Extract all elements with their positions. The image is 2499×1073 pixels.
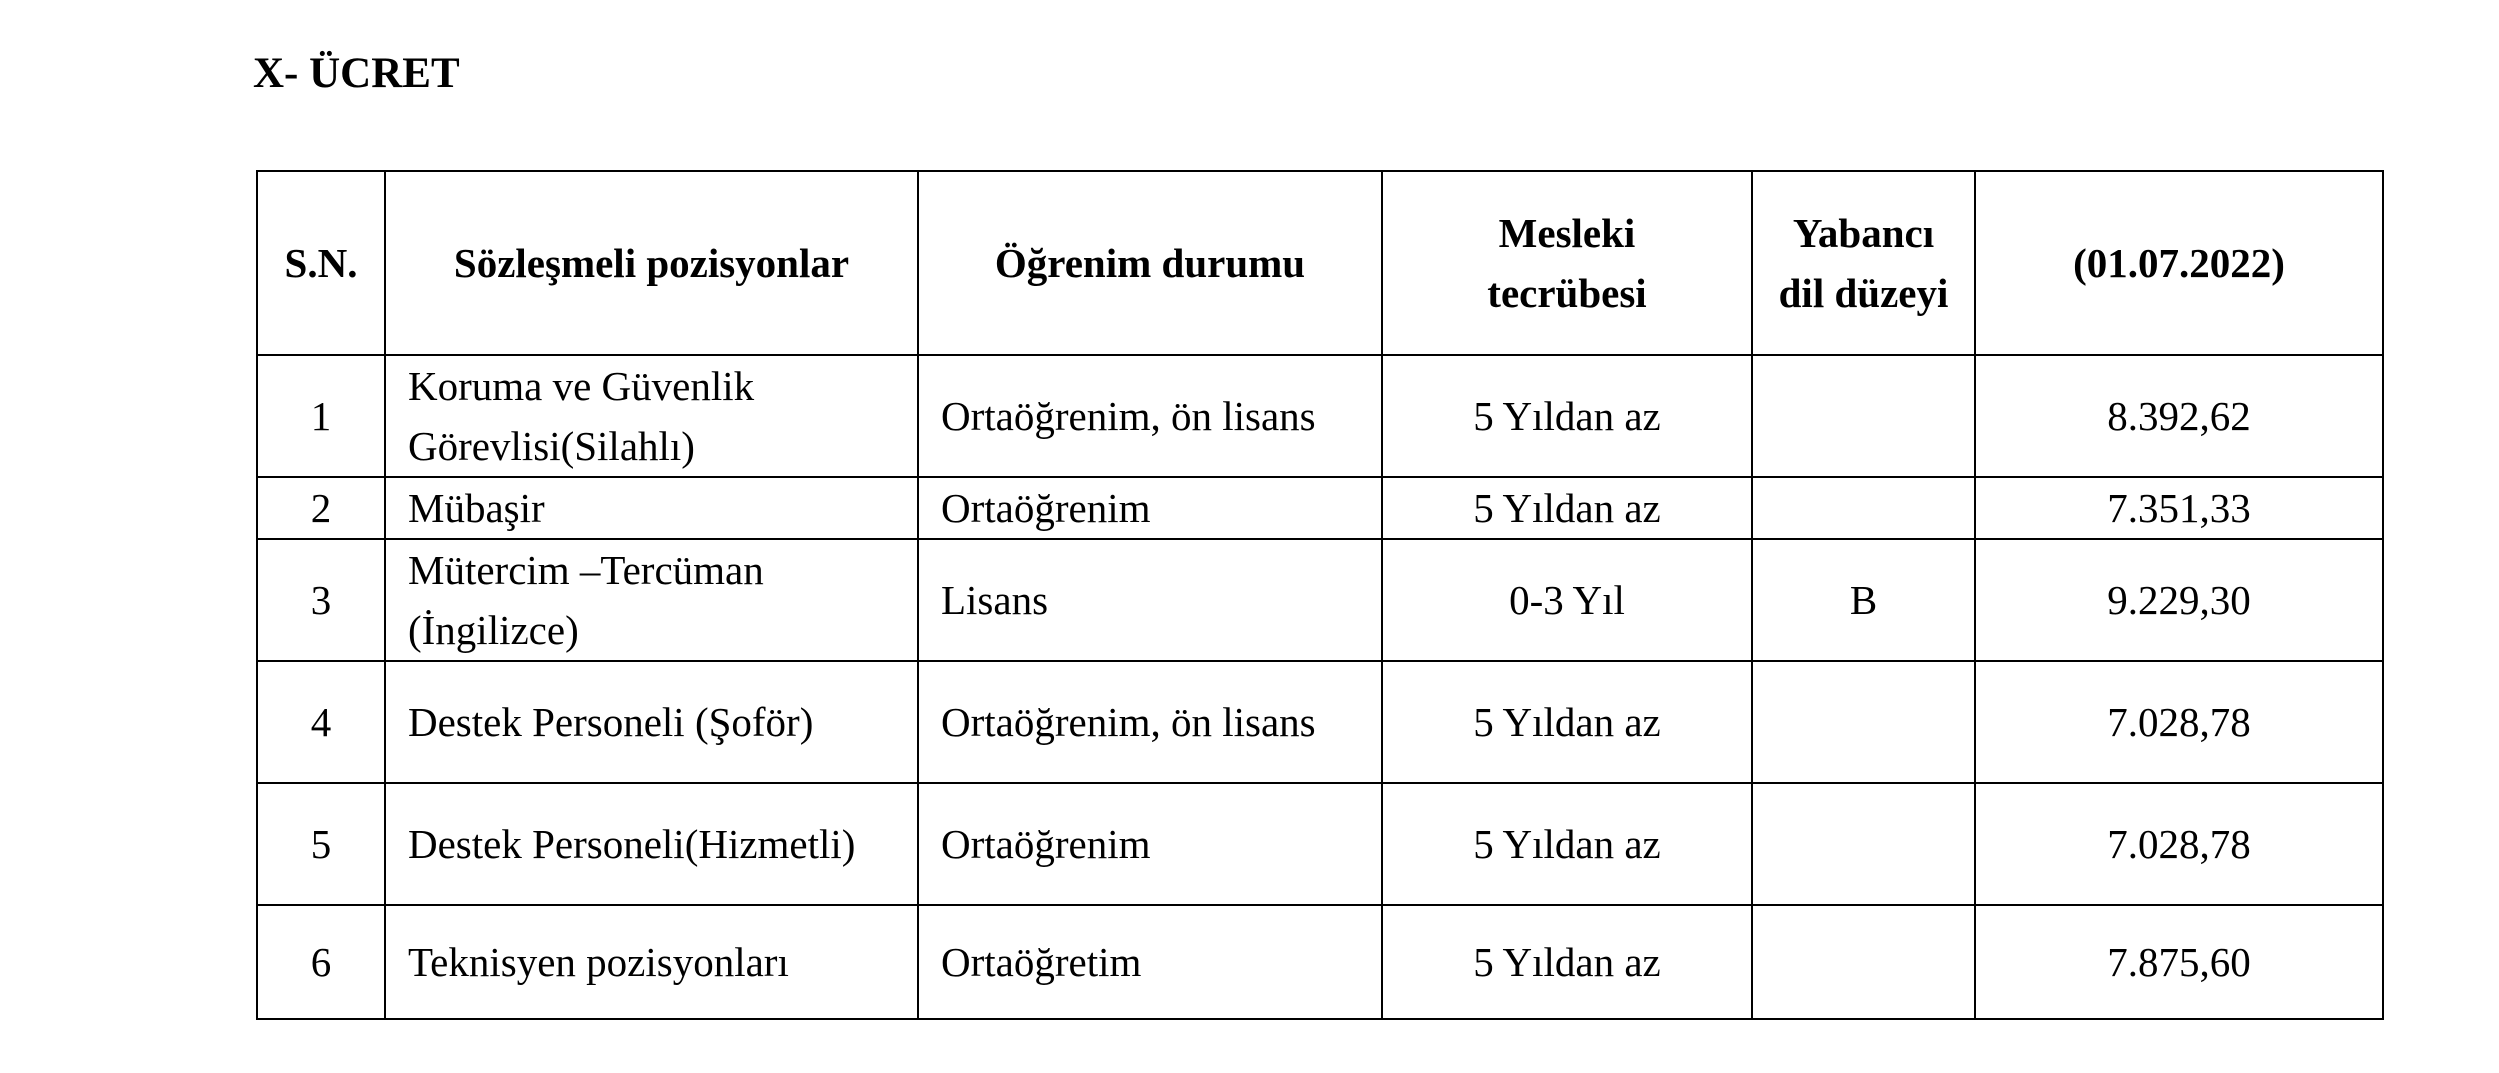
cell-position: Mütercim –Tercüman (İngilizce)	[385, 539, 918, 661]
cell-position: Mübaşir	[385, 477, 918, 539]
cell-position: Koruma ve Güvenlik Görevlisi(Silahlı)	[385, 355, 918, 477]
table-row	[257, 905, 2383, 1019]
cell-language: B	[1752, 539, 1975, 661]
cell-wage: 7.028,78	[1975, 661, 2383, 783]
cell-wage: 7.351,33	[1975, 477, 2383, 539]
cell-education: Ortaöğrenim	[918, 477, 1382, 539]
cell-experience: 5 Yıldan az	[1382, 355, 1752, 477]
cell-position: Destek Personeli(Hizmetli)	[385, 783, 918, 905]
cell-sn: 2	[257, 477, 385, 539]
cell-sn: 4	[257, 661, 385, 783]
cell-position: Teknisyen pozisyonları	[385, 905, 918, 1019]
cell-language	[1752, 905, 1975, 1019]
cell-education: Ortaöğrenim	[918, 783, 1382, 905]
table-row	[257, 539, 2383, 661]
cell-sn: 1	[257, 355, 385, 477]
header-experience: Mesleki tecrübesi	[1382, 171, 1752, 355]
cell-wage: 7.028,78	[1975, 783, 2383, 905]
cell-sn: 3	[257, 539, 385, 661]
header-education: Öğrenim durumu	[918, 171, 1382, 355]
header-language: Yabancı dil düzeyi	[1752, 171, 1975, 355]
wage-table	[256, 170, 2384, 1020]
cell-sn: 5	[257, 783, 385, 905]
cell-language	[1752, 477, 1975, 539]
header-position: Sözleşmeli pozisyonlar	[385, 171, 918, 355]
cell-experience: 5 Yıldan az	[1382, 905, 1752, 1019]
cell-language	[1752, 355, 1975, 477]
cell-wage: 8.392,62	[1975, 355, 2383, 477]
cell-education: Lisans	[918, 539, 1382, 661]
cell-education: Ortaöğrenim, ön lisans	[918, 355, 1382, 477]
cell-experience: 0-3 Yıl	[1382, 539, 1752, 661]
cell-wage: 7.875,60	[1975, 905, 2383, 1019]
cell-language	[1752, 661, 1975, 783]
header-sn: S.N.	[257, 171, 385, 355]
cell-sn: 6	[257, 905, 385, 1019]
cell-education: Ortaöğrenim, ön lisans	[918, 661, 1382, 783]
table-header-row	[257, 171, 2383, 355]
section-title: X- ÜCRET	[253, 50, 460, 97]
table-row	[257, 783, 2383, 905]
cell-experience: 5 Yıldan az	[1382, 661, 1752, 783]
table-row	[257, 477, 2383, 539]
cell-education: Ortaöğretim	[918, 905, 1382, 1019]
cell-wage: 9.229,30	[1975, 539, 2383, 661]
table-row	[257, 661, 2383, 783]
cell-experience: 5 Yıldan az	[1382, 783, 1752, 905]
header-wage: (01.07.2022)	[1975, 171, 2383, 355]
cell-position: Destek Personeli (Şoför)	[385, 661, 918, 783]
cell-experience: 5 Yıldan az	[1382, 477, 1752, 539]
cell-language	[1752, 783, 1975, 905]
table-row	[257, 355, 2383, 477]
